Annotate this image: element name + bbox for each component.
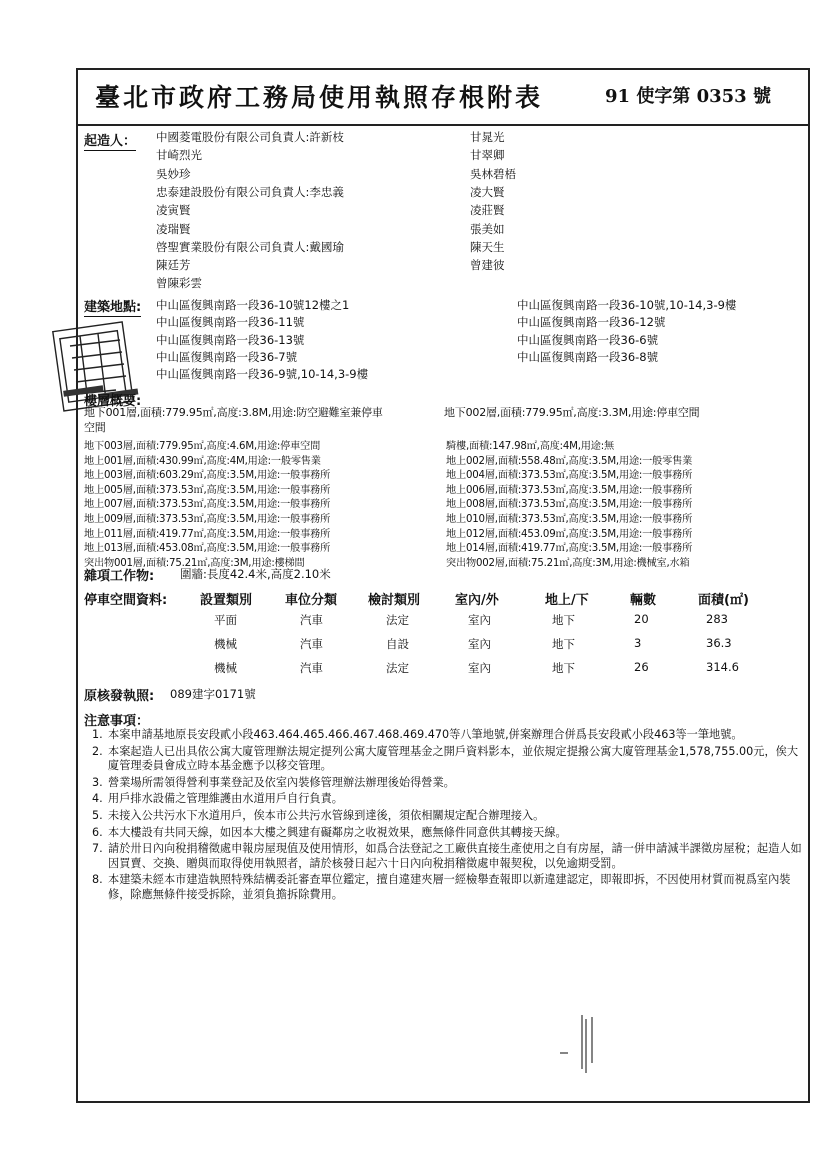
builders-label: 起造人： bbox=[84, 130, 136, 151]
site-address: 中山區復興南路一段36-13號 bbox=[156, 332, 305, 347]
note-item bbox=[92, 842, 804, 871]
misc-work-value: 圍牆:長度42.4米,高度2.10米 bbox=[180, 567, 331, 581]
builder-name: 吳林碧梧 bbox=[470, 166, 516, 181]
original-permit-label: 原核發執照: bbox=[84, 689, 155, 704]
note-text: 請於卅日內向稅捐稽徵處申報房屋現值及使用情形，如爲合法登記之工廠供直接生產使用之自有房屋，請一併申請減半課徵房屋稅；起造人如因買賣、交換、贈與而取得使用執照者，請於核發日起六十日內向稅捐稽徵處申報契稅，以免逾期受罰。 bbox=[108, 842, 802, 870]
site-address: 中山區復興南路一段36-10號,10-14,3-9樓 bbox=[517, 298, 737, 312]
parking-cell: 36.3 bbox=[706, 636, 732, 650]
floor-row: 地上001層,面積:430.99㎡,高度:4M,用途:一般零售業 bbox=[84, 455, 321, 467]
note-item bbox=[92, 826, 804, 841]
parking-cell: 283 bbox=[706, 612, 728, 626]
floor-row: 地上003層,面積:603.29㎡,高度:3.5M,用途:一般事務所 bbox=[84, 470, 331, 482]
parking-cell: 機械 bbox=[214, 637, 237, 651]
site-address: 中山區復興南路一段36-10號12樓之1 bbox=[156, 298, 350, 312]
note-item bbox=[92, 792, 804, 807]
note-number: 2. bbox=[92, 744, 103, 758]
site-label: 建築地點: bbox=[84, 296, 141, 317]
original-permit-value: 089建字0171號 bbox=[170, 687, 256, 701]
floor-row: 地上009層,面積:373.53㎡,高度:3.5M,用途:一般事務所 bbox=[84, 514, 331, 525]
parking-cell: 法定 bbox=[386, 661, 409, 675]
floor-row: 地下003層,面積:779.95㎡,高度:4.6M,用途:停車空間 bbox=[84, 441, 321, 452]
note-number: 8. bbox=[92, 873, 103, 887]
page-title: 臺北市政府工務局使用執照存根附表 bbox=[95, 83, 544, 112]
note-item bbox=[92, 745, 804, 774]
builder-name: 凌大賢 bbox=[470, 184, 505, 199]
builder-name: 張美如 bbox=[470, 221, 505, 236]
parking-header-cell: 車位分類 bbox=[285, 593, 338, 608]
parking-cell: 法定 bbox=[386, 613, 409, 627]
note-item bbox=[92, 873, 804, 902]
parking-label: 停車空間資料: bbox=[84, 593, 168, 608]
parking-cell: 地下 bbox=[552, 613, 575, 627]
floor-row-basement-1-cont: 空間 bbox=[84, 421, 106, 434]
site-address: 中山區復興南路一段36-7號 bbox=[156, 349, 298, 364]
floor-row: 突出物002層,面積:75.21㎡,高度:3M,用途:機械室,水箱 bbox=[446, 557, 690, 569]
note-item bbox=[92, 728, 804, 743]
parking-cell: 314.6 bbox=[706, 660, 739, 674]
parking-header-cell: 室內/外 bbox=[455, 593, 499, 608]
builder-name: 甘崎烈光 bbox=[156, 148, 202, 163]
site-address: 中山區復興南路一段36-11號 bbox=[156, 315, 305, 330]
note-item bbox=[92, 809, 804, 824]
builder-name: 忠泰建設股份有限公司負責人:李忠義 bbox=[156, 184, 344, 199]
note-text: 未接入公共污水下水道用戶，俟本市公共污水管線到達後，須依相關規定配合辦理接入。 bbox=[108, 808, 545, 822]
notes-label: 注意事項： bbox=[84, 714, 150, 729]
parking-cell: 地下 bbox=[552, 637, 575, 651]
builder-name: 曾陳彩雲 bbox=[156, 276, 202, 291]
floor-row: 騎樓,面積:147.98㎡,高度:4M,用途:無 bbox=[446, 441, 615, 452]
note-text: 本大樓設有共同天線，如因本大樓之興建有礙鄰房之收視效果，應無條件同意供其轉接天線。 bbox=[108, 825, 567, 839]
site-address: 中山區復興南路一段36-12號 bbox=[517, 315, 666, 330]
floor-row: 突出物001層,面積:75.21㎡,高度:3M,用途:樓梯間 bbox=[84, 557, 305, 569]
site-address: 中山區復興南路一段36-6號 bbox=[517, 332, 659, 347]
permit-number: 91 使字第 0353 號 bbox=[605, 86, 771, 107]
floor-row: 地上013層,面積:453.08㎡,高度:3.5M,用途:一般事務所 bbox=[84, 543, 331, 555]
note-text: 本案申請基地原長安段貳小段463.464.465.466.467.468.469.470等八筆地號,併案辦理合併爲長安段貳小段463等一筆地號。 bbox=[108, 728, 743, 741]
parking-cell: 室內 bbox=[468, 637, 491, 651]
parking-cell: 3 bbox=[634, 636, 642, 650]
parking-cell: 自設 bbox=[386, 637, 409, 651]
parking-cell: 室內 bbox=[468, 661, 491, 675]
floor-row: 地上014層,面積:419.77㎡,高度:3.5M,用途:一般事務所 bbox=[446, 543, 693, 555]
builder-name: 吳妙珍 bbox=[156, 166, 191, 181]
floor-row: 地上010層,面積:373.53㎡,高度:3.5M,用途:一般事務所 bbox=[446, 514, 693, 525]
parking-header-cell: 輛數 bbox=[630, 593, 657, 608]
parking-header-cell: 地上/下 bbox=[545, 593, 589, 608]
parking-cell: 機械 bbox=[214, 661, 237, 675]
floor-row: 地上005層,面積:373.53㎡,高度:3.5M,用途:一般事務所 bbox=[84, 484, 331, 496]
floor-row: 地上011層,面積:419.77㎡,高度:3.5M,用途:一般事務所 bbox=[84, 528, 331, 540]
parking-header-cell: 設置類別 bbox=[200, 593, 253, 608]
builder-name: 陳天生 bbox=[470, 239, 505, 254]
parking-cell: 室內 bbox=[468, 613, 491, 627]
floors-label: 樓層概要: bbox=[84, 394, 142, 409]
note-number: 7. bbox=[92, 842, 103, 856]
parking-cell: 26 bbox=[634, 660, 649, 674]
parking-cell: 平面 bbox=[214, 613, 237, 627]
parking-header-cell: 檢討類別 bbox=[368, 593, 421, 608]
title-divider bbox=[78, 124, 808, 126]
builder-name: 曾建彼 bbox=[470, 258, 505, 273]
site-address: 中山區復興南路一段36-8號 bbox=[517, 349, 659, 364]
floor-row: 地上007層,面積:373.53㎡,高度:3.5M,用途:一般事務所 bbox=[84, 499, 331, 511]
misc-work-label: 雜項工作物: bbox=[84, 569, 155, 584]
builder-name: 中國菱電股份有限公司負責人:許新枝 bbox=[156, 130, 344, 144]
note-number: 1. bbox=[92, 728, 103, 741]
floor-row: 地上004層,面積:373.53㎡,高度:3.5M,用途:一般事務所 bbox=[446, 470, 693, 482]
footer-mark-graphic bbox=[556, 1013, 616, 1075]
note-text: 營業場所需領得營利事業登記及依室內裝修管理辦法辦理後始得營業。 bbox=[108, 775, 455, 789]
note-item bbox=[92, 776, 804, 791]
site-address: 中山區復興南路一段36-9號,10-14,3-9樓 bbox=[156, 367, 369, 382]
floor-row: 地上002層,面積:558.48㎡,高度:3.5M,用途:一般零售業 bbox=[446, 455, 693, 467]
parking-cell: 汽車 bbox=[300, 661, 323, 675]
note-number: 5. bbox=[92, 808, 103, 822]
builder-name: 凌莊賢 bbox=[470, 203, 505, 218]
builder-name: 凌寅賢 bbox=[156, 203, 191, 218]
builder-name: 甘晁光 bbox=[470, 130, 505, 144]
floor-row-basement-2: 地下002層,面積:779.95㎡,高度:3.3M,用途:停車空間 bbox=[444, 406, 700, 419]
parking-cell: 20 bbox=[634, 612, 649, 626]
note-text: 本建築未經本市建造執照特殊結構委託審查單位鑑定，擅自違建夾層一經檢舉查報即以新違建認定，即報即拆，不因使用材質而視爲室內裝修，除應無條件接受拆除，並須負擔拆除費用。 bbox=[108, 873, 791, 901]
builder-name: 甘翠卿 bbox=[470, 148, 505, 163]
builder-name: 陳廷芳 bbox=[156, 258, 191, 273]
builder-name: 凌瑞賢 bbox=[156, 221, 191, 236]
builder-name: 啓聖實業股份有限公司負責人:戴國瑜 bbox=[156, 239, 344, 254]
parking-cell: 汽車 bbox=[300, 613, 323, 627]
notes-list bbox=[92, 728, 804, 905]
note-number: 4. bbox=[92, 792, 103, 806]
floor-row: 地上012層,面積:453.09㎡,高度:3.5M,用途:一般事務所 bbox=[446, 528, 693, 540]
note-number: 6. bbox=[92, 825, 103, 839]
parking-cell: 地下 bbox=[552, 661, 575, 675]
parking-cell: 汽車 bbox=[300, 637, 323, 651]
floor-row-basement-1: 地下001層,面積:779.95㎡,高度:3.8M,用途:防空避難室兼停車 bbox=[84, 406, 383, 419]
floor-row: 地上006層,面積:373.53㎡,高度:3.5M,用途:一般事務所 bbox=[446, 484, 693, 496]
note-number: 3. bbox=[92, 775, 103, 789]
note-text: 用戶排水設備之管理維護由水道用戶自行負責。 bbox=[108, 792, 343, 806]
note-text: 本案起造人已出具依公寓大廈管理辦法規定提列公寓大廈管理基金之開戶資料影本，並依規定提撥公寓大廈管理基金1,578,755.00元，俟大廈管理委員會成立時本基金應予以移交管理。 bbox=[108, 744, 799, 773]
parking-header-cell: 面積(㎡) bbox=[698, 593, 749, 608]
floor-row: 地上008層,面積:373.53㎡,高度:3.5M,用途:一般事務所 bbox=[446, 499, 693, 511]
